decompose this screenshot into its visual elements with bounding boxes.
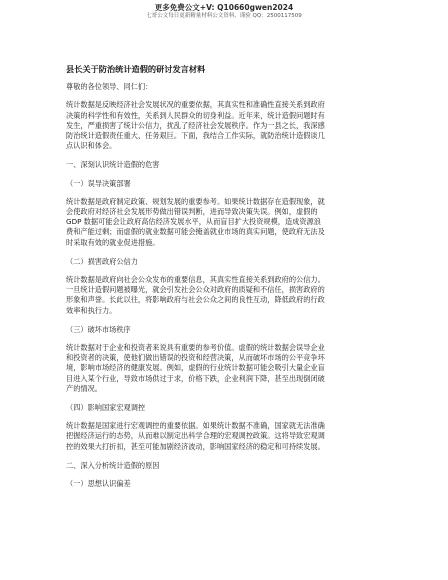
- intro-line: 统计数据是反映经济社会发展状况的重要依据，其真实性和准确性直接关系到政府: [66, 100, 325, 110]
- subsection-heading: （一）思想认识偏差: [66, 479, 131, 489]
- subsection-heading: （二）损害政府公信力: [66, 256, 138, 266]
- body-line: 统计数据是政府制定政策、规划发展的重要参考。如果统计数据存在造假现象，就: [66, 196, 325, 206]
- header-subtitle: 七哥公文每日更新精量材料公文资料、谨验 QQ：2500117509: [146, 13, 302, 19]
- body-line: 一旦统计造假问题被曝光，就会引发社会公众对政府的质疑和不信任，损害政府的: [66, 285, 325, 295]
- body-line: 境，影响市场经济的健康发展。例如，虚假的行业统计数据可能会吸引大量企业盲: [66, 363, 325, 373]
- intro-paragraph: [66, 100, 382, 151]
- salutation: 尊敬的各位领导、同仁们：: [66, 82, 153, 92]
- body-line: 产的情况。: [66, 383, 102, 393]
- body-line: GDP 数据可能会让政府高估经济发展水平，从而盲目扩大投资规模，造成资源浪: [66, 217, 321, 227]
- intro-line: 防治统计造假责任重大、任务艰巨。下面，我结合工作实际，就防治统计造假谈几: [66, 131, 325, 141]
- body-line: 控的效果大打折扣，甚至可能加剧经济波动，影响国家经济的稳定和可持续发展。: [66, 441, 325, 451]
- header-title: 更多免费公文+V: Q10660gwen2024: [154, 3, 294, 12]
- body-line: 效率和执行力。: [66, 305, 117, 315]
- body-line: 费和产能过剩；而虚假的就业数据可能会掩盖就业市场的真实问题，使政府无法及: [66, 227, 325, 237]
- body-line: 时采取有效的就业促进措施。: [66, 237, 160, 247]
- body-line: 会使政府对经济社会发展形势做出错误判断，进而导致决策失误。例如，虚假的: [66, 207, 318, 217]
- body-paragraph: [66, 275, 382, 316]
- intro-line: 发生，严重损害了统计公信力，扰乱了经济社会发展秩序。作为一县之长，我深感: [66, 120, 325, 130]
- body-line: 统计数据是政府向社会公众发布的重要信息，其真实性直接关系到政府的公信力。: [66, 275, 325, 285]
- section-heading: 一、深刻认识统计造假的危害: [66, 160, 160, 170]
- document-body: [66, 64, 382, 497]
- body-line: 统计数据对于企业和投资者来说具有重要的参考价值。虚假的统计数据会误导企业: [66, 343, 325, 353]
- section-heading: 二、深入分析统计造假的原因: [66, 460, 160, 470]
- body-paragraph: [66, 421, 382, 452]
- body-paragraph: [66, 197, 382, 248]
- body-line: 把握经济运行的态势，从而难以制定出科学合理的宏观调控政策。这将导致宏观调: [66, 431, 325, 441]
- body-line: 统计数据是国家进行宏观调控的重要依据。如果统计数据不准确，国家就无法准确: [66, 421, 325, 431]
- document-title: 县长关于防治统计造假的研讨发言材料: [66, 64, 206, 74]
- body-line: 和投资者的决策，使他们做出错误的投资和经营决策，从而破坏市场的公平竞争环: [66, 353, 325, 363]
- body-line: 形象和声誉。长此以往，将影响政府与社会公众之间的良性互动，降低政府的行政: [66, 295, 325, 305]
- subsection-heading: （四）影响国家宏观调控: [66, 403, 146, 413]
- subsection-heading: （一）误导决策部署: [66, 178, 131, 188]
- intro-line: 决策的科学性和有效性，关系到人民群众的切身利益。近年来，统计造假问题时有: [66, 110, 325, 120]
- body-paragraph: [66, 343, 382, 394]
- body-line: 目进入某个行业，导致市场供过于求，价格下跌，企业利润下降，甚至出现倒闭破: [66, 373, 325, 383]
- page-header: [0, 3, 448, 21]
- subsection-heading: （三）破坏市场秩序: [66, 324, 131, 334]
- intro-line: 点认识和体会。: [66, 141, 117, 151]
